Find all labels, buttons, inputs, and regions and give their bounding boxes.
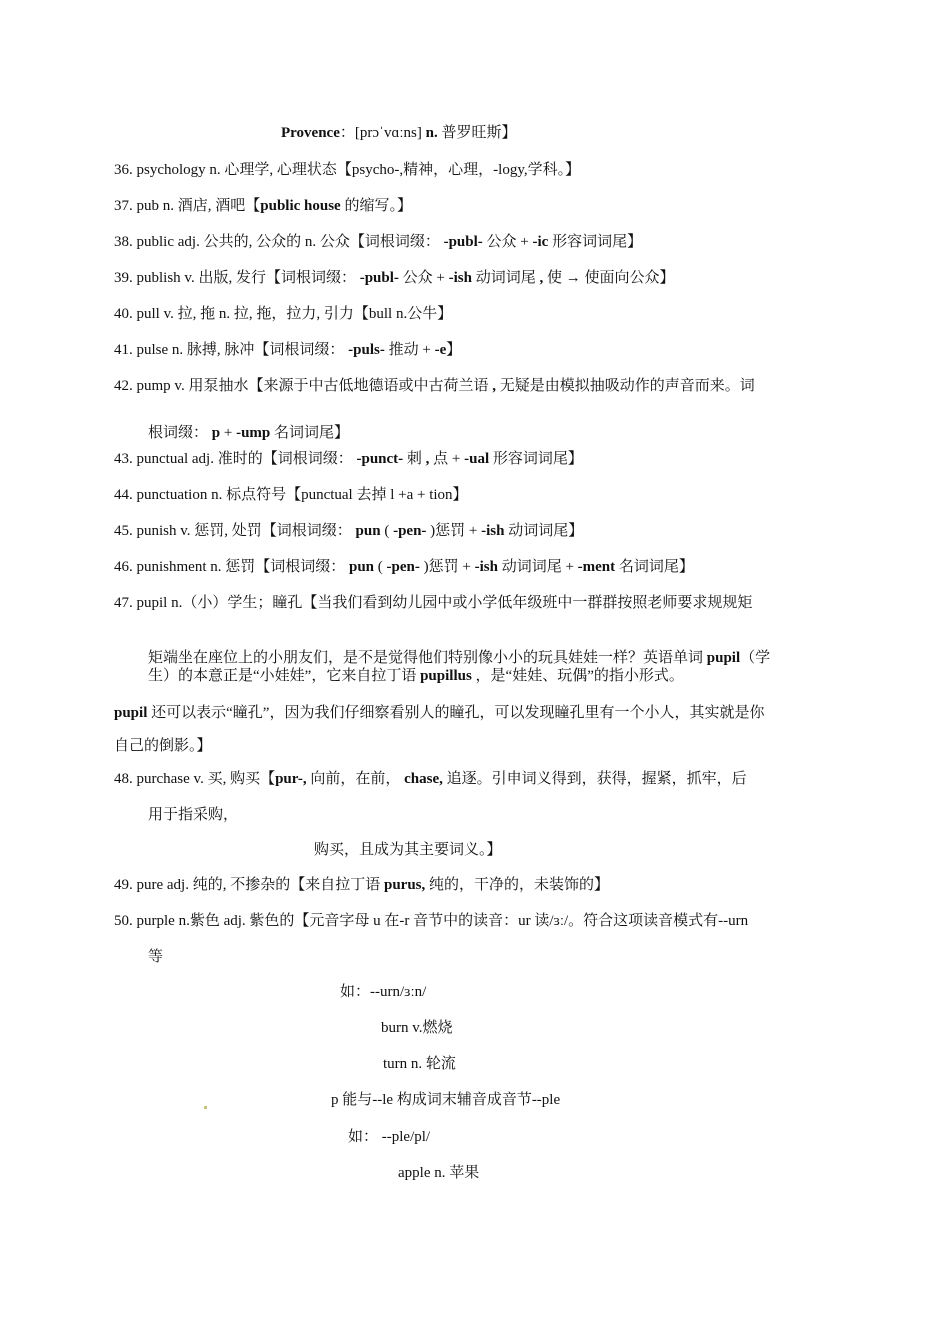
entry-text: 如： --ple/pl/ (348, 1129, 431, 1145)
entry-text: )惩罚 + (419, 559, 475, 575)
entry-text: burn v.燃烧 (381, 1020, 453, 1036)
entry-text: 还可以表示“瞳孔”，因为我们仔细察看别人的瞳孔，可以发现瞳孔里有一个小人，其实就是你 (147, 705, 765, 721)
entry-text: 向前，在前， (306, 771, 405, 787)
suffix-bold: -ish (448, 270, 472, 286)
word-bold: pupil (114, 705, 148, 721)
root-bold: pun (349, 559, 375, 575)
entry-text: 如：--urn/ɜːn/ (340, 984, 427, 1000)
root-bold: pur-, (275, 771, 307, 787)
suffix-bold: -ish (474, 559, 498, 575)
entry-text: 购买，且成为其主要词义。】 (314, 842, 502, 858)
entry-48-cont-1 (148, 805, 238, 825)
example-heading-urn (340, 982, 426, 1002)
entry-text: 动词词尾】 (504, 523, 584, 539)
example-turn (383, 1054, 456, 1074)
root-bold: -pen- (393, 523, 427, 539)
entry-44 (114, 485, 468, 505)
entry-text: ，是“娃娃、玩偶”的指小形式。 (471, 668, 684, 684)
entry-text: 公众 + (482, 234, 533, 250)
entry-text: 48. purchase v. 买, 购买【 (114, 771, 276, 787)
entry-text: 形容词词尾】 (548, 234, 643, 250)
entry-text: + (220, 425, 237, 441)
entry-text: 41. pulse n. 脉搏, 脉冲【词根词缀： (114, 342, 349, 358)
meaning: 普罗旺斯】 (437, 125, 517, 141)
entry-text: 47. pupil n.（小）学生；瞳孔【当我们看到幼儿园中或小学低年级班中一群群按照老师要求规规矩 (114, 595, 753, 611)
entry-text: )惩罚 + (426, 523, 482, 539)
entry-text: 追逐。引申词义得到，获得，握紧，抓牢，后 (442, 771, 747, 787)
entry-47-cont-1 (148, 648, 770, 668)
suffix-bold: -e (434, 342, 447, 358)
speck-mark (204, 1106, 207, 1109)
entry-42-cont (148, 423, 349, 443)
entry-text: （学 (740, 650, 771, 666)
entry-37 (114, 196, 412, 216)
word-bold: pupil (706, 650, 741, 666)
entry-text: 37. pub n. 酒店, 酒吧【 (114, 198, 261, 214)
entry-46 (114, 557, 694, 577)
root-bold: public house (260, 198, 341, 214)
entry-text: 44. punctuation n. 标点符号【punctual 去掉 l +a + tion】 (114, 487, 468, 503)
entry-text: 36. psychology n. 心理学, 心理状态【psycho-,精神，心理，-logy,学科。】 (114, 162, 581, 178)
entry-text: 刺 (403, 451, 426, 467)
entry-text: 45. punish v. 惩罚, 处罚【词根词缀： (114, 523, 356, 539)
entry-47 (114, 593, 752, 613)
entry-47-cont-3 (114, 703, 764, 723)
entry-50 (114, 911, 748, 931)
suffix-bold: -ish (481, 523, 505, 539)
entry-text: 生）的本意正是“小娃娃”，它来自拉丁语 (148, 668, 421, 684)
entry-text: apple n. 苹果 (398, 1165, 480, 1181)
entry-48 (114, 769, 747, 789)
entry-text: 推动 + (384, 342, 435, 358)
entry-text: 矩端坐在座位上的小朋友们，是不是觉得他们特别像小小的玩具娃娃一样？英语单词 (148, 650, 707, 666)
entry-text: 38. public adj. 公共的, 公众的 n. 公众【词根词缀： (114, 234, 444, 250)
entry-48-cont-2 (314, 840, 502, 860)
entry-text: ( (374, 559, 387, 575)
entry-text: turn n. 轮流 (383, 1056, 456, 1072)
entry-text: 46. punishment n. 惩罚【词根词缀： (114, 559, 349, 575)
comma-bold: , (425, 451, 430, 467)
entry-47-cont-4 (114, 736, 212, 756)
entry-text: 动词词尾 (471, 270, 540, 286)
entry-text: 50. purple n.紫色 adj. 紫色的【元音字母 u 在-r 音节中的读音：ur 读/ɜː/。符合这项读音模式有--urn (114, 913, 749, 929)
entry-45 (114, 521, 583, 541)
entry-42 (114, 376, 755, 396)
entry-text: 40. pull v. 拉, 拖 n. 拉, 拖，拉力, 引力【bull n.公牛】 (114, 306, 453, 322)
suffix-bold: -ump (236, 425, 271, 441)
entry-text: 使 → 使面向公众】 (543, 270, 675, 286)
suffix-bold: -ual (464, 451, 490, 467)
entry-text: 自己的倒影。】 (114, 738, 212, 754)
root-bold: pun (355, 523, 381, 539)
word-bold: chase, (404, 771, 443, 787)
root-bold: -pen- (386, 559, 420, 575)
entry-text: 纯的，干净的，未装饰的】 (425, 877, 610, 893)
phonetic: ：[prɔˈvɑːns] (339, 125, 426, 141)
entry-text: 等 (148, 949, 164, 965)
entry-text: 根词缀： (148, 425, 212, 441)
entry-text: 39. publish v. 出版, 发行【词根词缀： (114, 270, 360, 286)
root-bold: -punct- (356, 451, 404, 467)
entry-43 (114, 449, 583, 469)
root-bold: -puls- (348, 342, 385, 358)
entry-text: 49. pure adj. 纯的, 不掺杂的【来自拉丁语 (114, 877, 384, 893)
entry-text: p 能与--le 构成词末辅音成音节--ple (331, 1092, 561, 1108)
root-bold: -publ- (359, 270, 399, 286)
root-bold: -publ- (443, 234, 483, 250)
example-apple (398, 1163, 479, 1183)
entry-text: 无疑是由模拟抽吸动作的声音而来。词 (495, 378, 755, 394)
suffix-bold: -ic (532, 234, 549, 250)
entry-text: 】 (446, 342, 462, 358)
entry-text: 43. punctual adj. 准时的【词根词缀： (114, 451, 357, 467)
entry-text: ( (380, 523, 394, 539)
rule-ple (331, 1090, 560, 1110)
entry-47-cont-2 (148, 666, 684, 686)
pos: n. (425, 125, 438, 141)
suffix-bold: -ment (577, 559, 616, 575)
example-heading-ple (348, 1127, 430, 1147)
entry-text: 形容词词尾】 (489, 451, 583, 467)
word-bold: purus, (383, 877, 426, 893)
entry-36 (114, 160, 580, 180)
entry-text: 名词词尾】 (615, 559, 694, 575)
comma-bold: , (492, 378, 496, 394)
root-bold: p (211, 425, 221, 441)
entry-40 (114, 304, 452, 324)
entry-50-cont (148, 947, 163, 967)
entry-39 (114, 268, 674, 288)
entry-41 (114, 340, 461, 360)
entry-text: 点 + (429, 451, 465, 467)
entry-provence (281, 123, 516, 143)
entry-text: 42. pump v. 用泵抽水【来源于中古低地德语或中古荷兰语 (114, 378, 493, 394)
example-burn (381, 1018, 453, 1038)
entry-38 (114, 232, 642, 252)
entry-49 (114, 875, 609, 895)
entry-text: 公众 + (398, 270, 449, 286)
entry-text: 用于指采购， (148, 807, 239, 823)
headword: Provence (281, 125, 340, 141)
entry-text: 的缩写。】 (340, 198, 412, 214)
entry-text: 动词词尾 + (497, 559, 578, 575)
word-bold: pupillus (420, 668, 472, 684)
comma-bold: , (539, 270, 544, 286)
entry-text: 名词词尾】 (270, 425, 350, 441)
